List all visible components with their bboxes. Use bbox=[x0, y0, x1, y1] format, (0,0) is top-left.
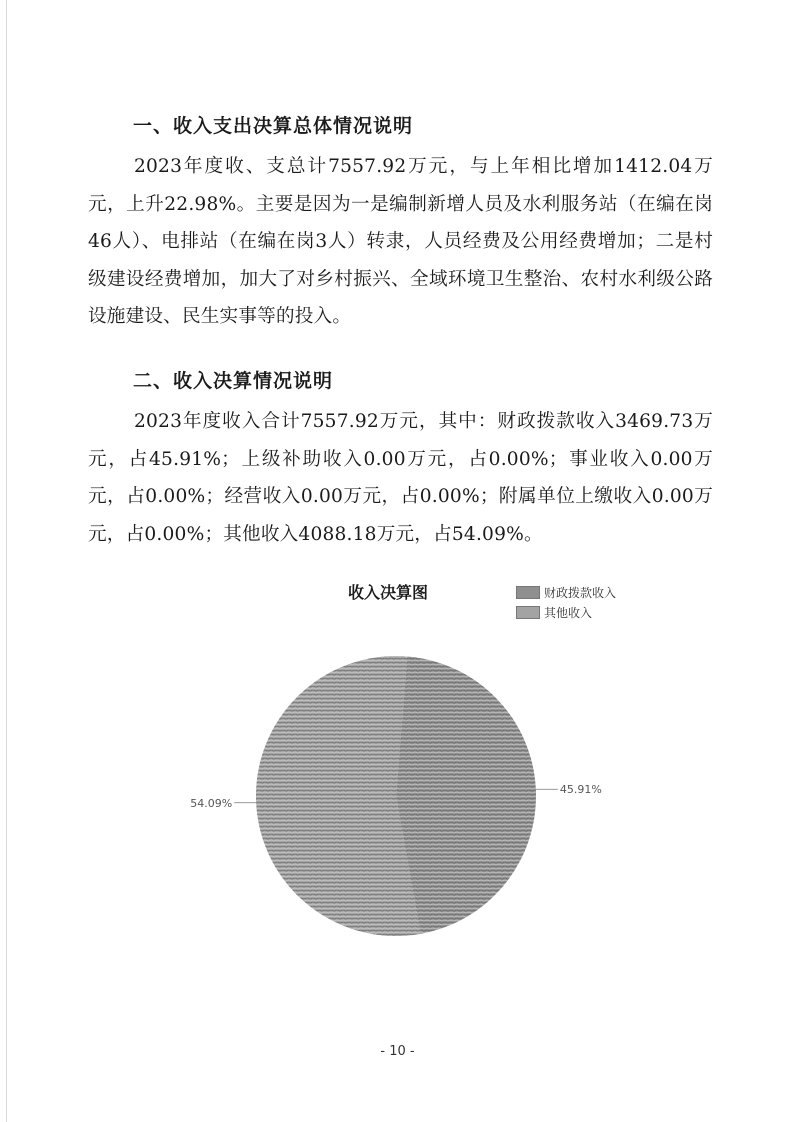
page-number: - 10 - bbox=[380, 1044, 415, 1059]
pie-label-other: 54.09% bbox=[190, 796, 233, 810]
pie-slice-texture-other bbox=[256, 656, 421, 936]
section-heading-overview: 一、收入支出决算总体情况说明 bbox=[133, 115, 414, 137]
income-pie-chart bbox=[160, 570, 680, 950]
legend-label-fiscal: 财政拨款收入 bbox=[544, 585, 617, 600]
scan-edge-line bbox=[6, 0, 7, 1122]
legend-label-other: 其他收入 bbox=[544, 605, 593, 620]
paragraph-income: 2023年度收入合计7557.92万元，其中：财政拨款收入3469.73万元，占45.91%；上级补助收入0.00万元，占0.00%；事业收入0.00万元，占0.00%；经营收入0.00万元，占0.00%；附属单位上缴收入0.00万元，占0.00%；其他收入4088.18万元，占54.09%。 bbox=[88, 411, 713, 545]
chart-title: 收入决算图 bbox=[348, 583, 429, 602]
section-heading-income: 二、收入决算情况说明 bbox=[133, 370, 334, 392]
paragraph-overview: 2023年度收、支总计7557.92万元，与上年相比增加1412.04万元，上升22.98%。主要是因为一是编制新增人员及水利服务站（在编在岗46人）、电排站（在编在岗3人）转隶，人员经费及公用经费增加；二是村级建设经费增加，加大了对乡村振兴、全域环境卫生整治、农村水利级公路设施建设、民生实事等的投入。 bbox=[88, 156, 713, 327]
pie-svg bbox=[160, 570, 680, 950]
pie-label-fiscal: 45.91% bbox=[559, 783, 602, 797]
pie-slice-texture-fiscal bbox=[396, 656, 536, 933]
